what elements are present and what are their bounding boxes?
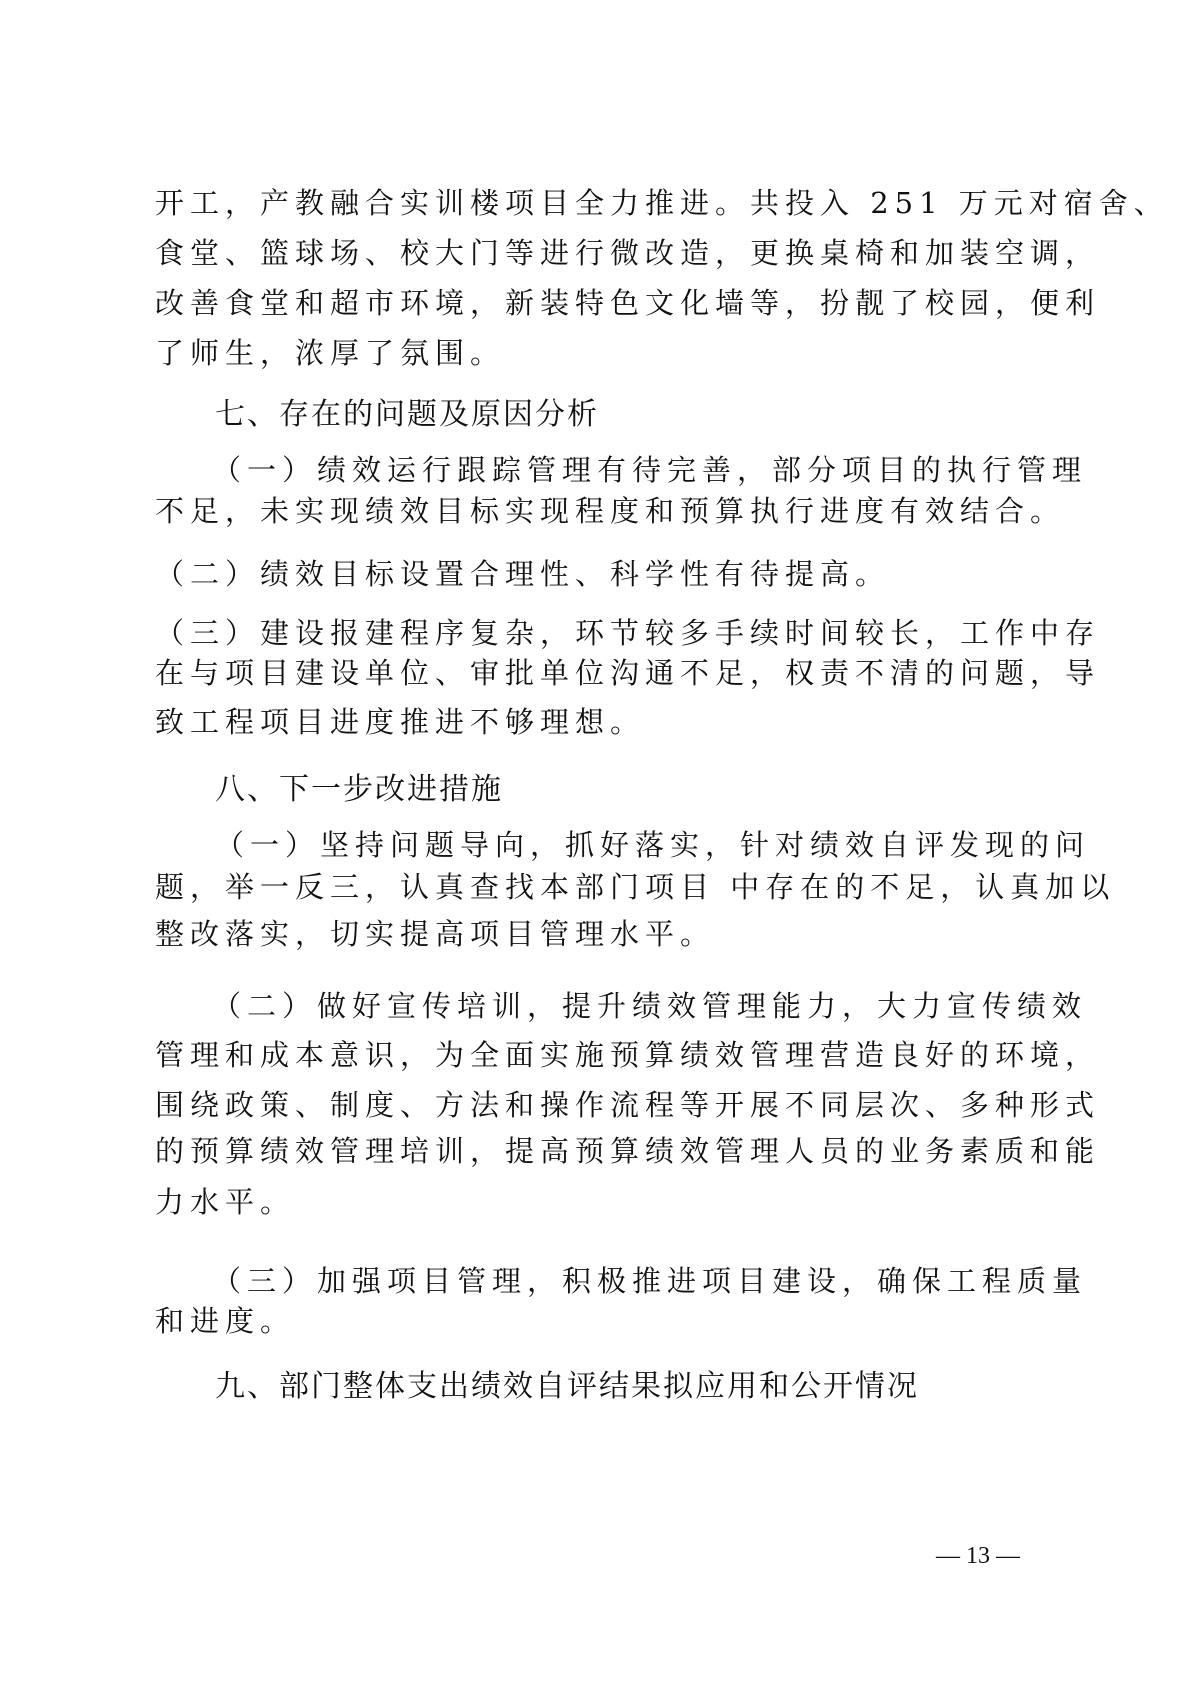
text-line: 了师生，浓厚了氛围。: [155, 336, 506, 370]
text-line: （二）做好宣传培训，提升绩效管理能力，大力宣传绩效: [212, 989, 1088, 1023]
text-line: 在与项目建设单位、审批单位沟通不足，权责不清的问题，导: [155, 656, 1101, 690]
text-line: 和进度。: [155, 1304, 296, 1338]
text-line: 不足，未实现绩效目标实现程度和预算执行进度有效结合。: [155, 494, 1066, 528]
text-line: （二）绩效目标设置合理性、科学性有待提高。: [155, 557, 891, 591]
section-heading: 八、下一步改进措施: [215, 772, 503, 807]
text-line: 食堂、篮球场、校大门等进行微改造，更换桌椅和加装空调，: [155, 236, 1101, 270]
text-line: 题，举一反三，认真查找本部门项目 中存在的不足，认真加以: [155, 870, 1116, 904]
page-number: — 13 —: [936, 1543, 1020, 1569]
text-line: 力水平。: [155, 1185, 296, 1219]
text-line: （三）加强项目管理，积极推进项目建设，确保工程质量: [212, 1264, 1088, 1298]
text-line: （一）绩效运行跟踪管理有待完善，部分项目的执行管理: [212, 453, 1088, 487]
text-line: 开工，产教融合实训楼项目全力推进。共投入 251 万元对宿舍、: [155, 186, 1169, 220]
text-line: （一）坚持问题导向，抓好落实，针对绩效自评发现的问: [215, 828, 1091, 862]
text-line: 的预算绩效管理培训，提高预算绩效管理人员的业务素质和能: [155, 1134, 1101, 1168]
text-line: 改善食堂和超市环境，新装特色文化墙等，扮靓了校园，便利: [155, 286, 1101, 320]
text-line: 致工程项目进度推进不够理想。: [155, 705, 646, 739]
text-line: 管理和成本意识，为全面实施预算绩效管理营造良好的环境，: [155, 1038, 1101, 1072]
section-heading: 九、部门整体支出绩效自评结果拟应用和公开情况: [215, 1369, 919, 1404]
text-line: 围绕政策、制度、方法和操作流程等开展不同层次、多种形式: [155, 1088, 1101, 1122]
section-heading: 七、存在的问题及原因分析: [215, 397, 599, 432]
text-line: 整改落实，切实提高项目管理水平。: [155, 917, 716, 951]
text-line: （三）建设报建程序复杂，环节较多手续时间较长，工作中存: [155, 616, 1101, 650]
